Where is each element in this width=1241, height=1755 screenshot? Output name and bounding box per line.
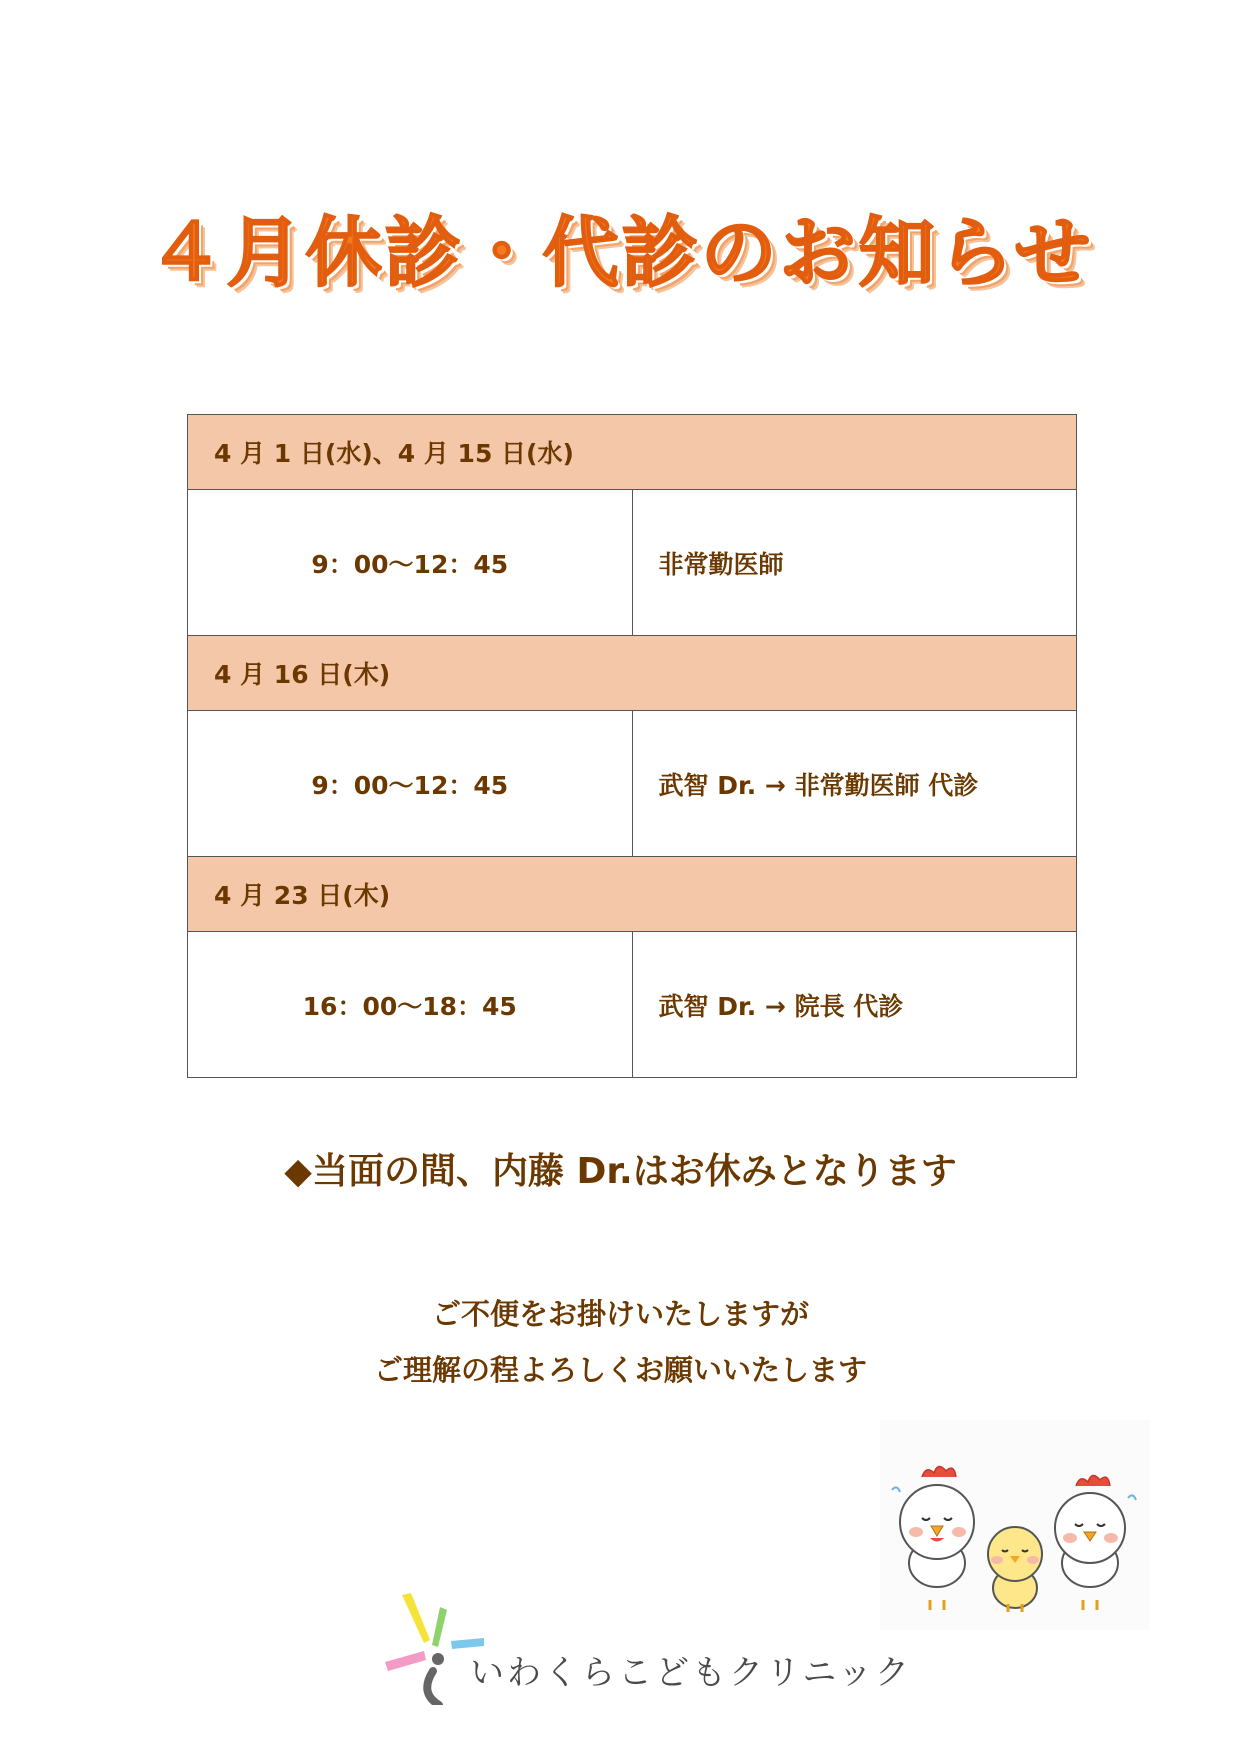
clinic-logo [380, 1585, 912, 1705]
closing-line: ご理解の程よろしくお願いいたします [373, 1353, 867, 1387]
time-cell: 16：00～18：45 [188, 932, 633, 1078]
schedule-table [187, 414, 1077, 1078]
date-row [188, 636, 1077, 711]
closing-message [0, 1286, 1241, 1398]
time-cell: 9：00～12：45 [188, 490, 633, 636]
clinic-name: いわくらこどもクリニック [470, 1653, 912, 1693]
date-cell: 4 月 23 日(木) [188, 857, 1077, 932]
detail-cell: 武智 Dr. → 院長 代診 [632, 932, 1077, 1078]
detail-cell: 武智 Dr. → 非常勤医師 代診 [632, 711, 1077, 857]
date-row [188, 857, 1077, 932]
time-cell: 9：00～12：45 [188, 711, 633, 857]
notice-text: ◆当面の間、内藤 Dr.はお休みとなります [284, 1151, 957, 1192]
detail-cell: 非常勤医師 [632, 490, 1077, 636]
date-row [188, 415, 1077, 490]
detail-row [188, 711, 1077, 857]
closing-line: ご不便をお掛けいたしますが [431, 1297, 809, 1331]
chicks-icon [880, 1420, 1150, 1630]
chick-illustration [880, 1420, 1150, 1630]
detail-row [188, 932, 1077, 1078]
date-cell: 4 月 16 日(木) [188, 636, 1077, 711]
date-cell: 4 月 1 日(水)、4 月 15 日(水) [188, 415, 1077, 490]
page-title: ４月休診・代診のお知らせ [147, 208, 1094, 297]
detail-row [188, 490, 1077, 636]
